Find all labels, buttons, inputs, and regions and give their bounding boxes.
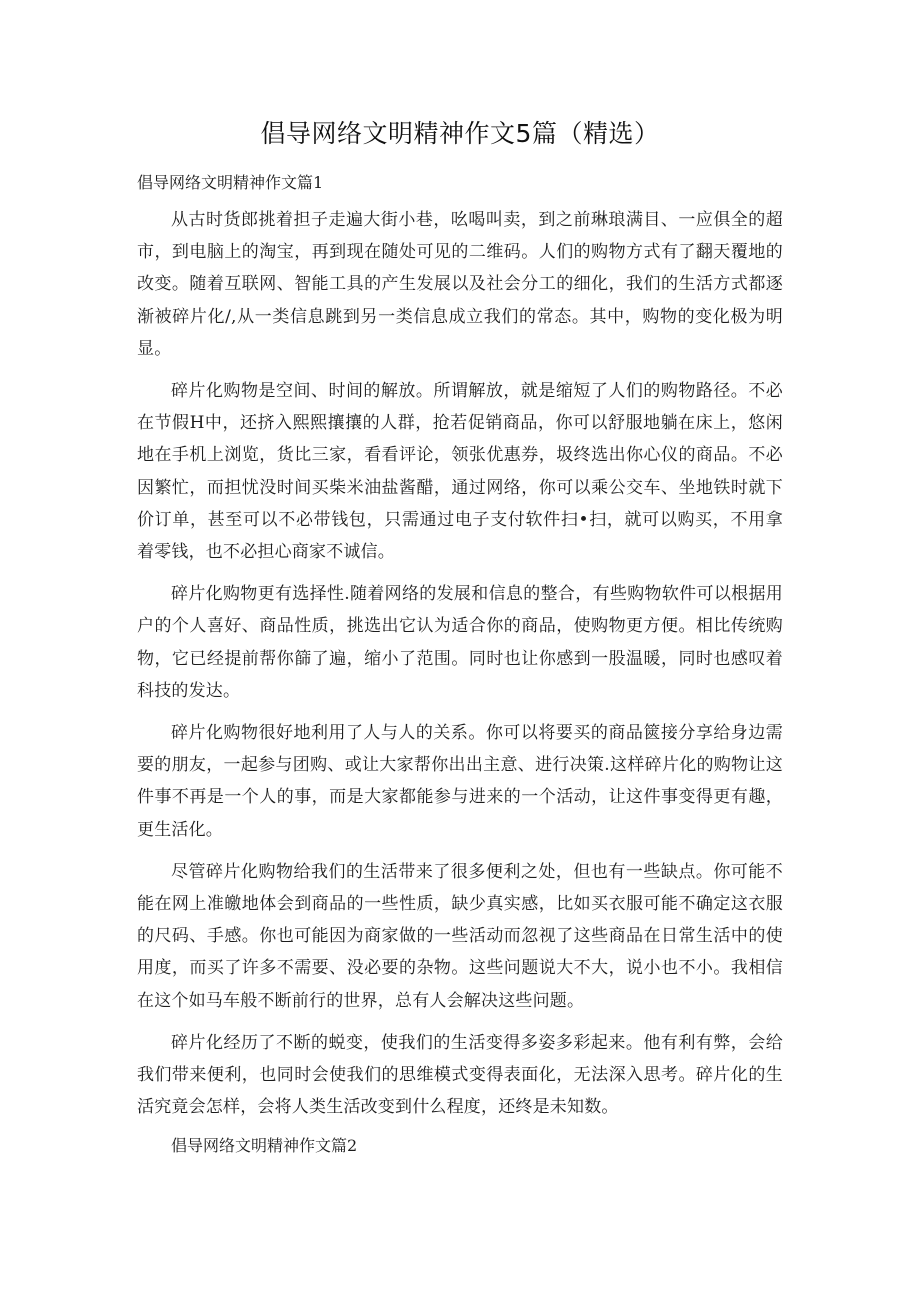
- paragraph-1: 从古时货郎挑着担子走遍大街小巷，吆喝叫卖，到之前琳琅满目、一应俱全的超市，到电脑上的淘宝，再到现在随处可见的二维码。人们的购物方式有了翻天覆地的改变。随着互联网、智能工具的产生发展以及社会分工的细化，我们的生活方式都逐渐被碎片化/,从一类信息跳到另一类信息成立我们的常态。其中，购物的变化极为明显。: [137, 210, 783, 359]
- document-body: [137, 170, 783, 1159]
- section-heading-1: 倡导网络文明精神作文篇1: [137, 173, 324, 192]
- paragraph-3: 碎片化购物更有选择性.随着网络的发展和信息的整合，有些购物软件可以根据用户的个人喜好、商品性质，挑选出它认为适合你的商品，使购物更方便。相比传统购物，它已经提前帮你篩了遍，缩小了范围。同时也让你感到一股温暖，同时也感叹着科技的发达。: [137, 584, 783, 701]
- document-title: 倡导网络文明精神作文5篇（精选）: [260, 119, 660, 148]
- paragraph-2: 碎片化购物是空间、时间的解放。所谓解放，就是缩短了人们的购物路径。不必在节假H中，还挤入熙熙攘攘的人群，抢若促销商品，你可以舒服地躺在床上，悠闲地在手机上浏览，货比三家，看看评论，领张优惠券，圾终选出你心仪的商品。不必因繁忙，而担忧没时间买柴米油盐酱醋，通过网络，你可以乘公交车、坐地铁时就下价订单，甚至可以不必带钱包，只需通过电子支付软件扫•扫，就可以购买，不用拿着零钱，也不必担心商家不诚信。: [137, 381, 783, 563]
- paragraph-5: 尽管碎片化购物给我们的生活带来了很多便利之处，但也有一些缺点。你可能不能在网上准皦地体会到商品的一些性质，缺少真实感，比如买衣服可能不确定这衣服的尺码、手感。你也可能因为商家做的一些活动而忽视了这些商品在日常生活中的使用度，而买了许多不需要、没必要的杂物。这些问题说大不大，说小也不小。我相信在这个如马车般不断前行的世界，总有人会解决这些问题。: [137, 861, 783, 1011]
- paragraph-4: 碎片化购物很好地利用了人与人的关系。你可以将要买的商品篋接分享给身边需要的朋友，一起参与团购、或让大家帮你出出主意、进行决策.这样碎片化的购物让这件事不再是一个人的事，而是大家都能参与进来的一个活动，让这件事变得更有趣，更生活化。: [137, 723, 783, 840]
- paragraph-6: 碎片化经历了不断的蜕变，使我们的生活变得多姿多彩起来。他有利有弊，会给我们带来便利，也同时会使我们的思维模式变得表面化，无法深入思考。碎片化的生活究竟会怎样，会将人类生活改变到什么程度，还终是未知数。: [137, 1032, 783, 1118]
- section-heading-2: 倡导网络文明精神作文篇2: [171, 1136, 358, 1156]
